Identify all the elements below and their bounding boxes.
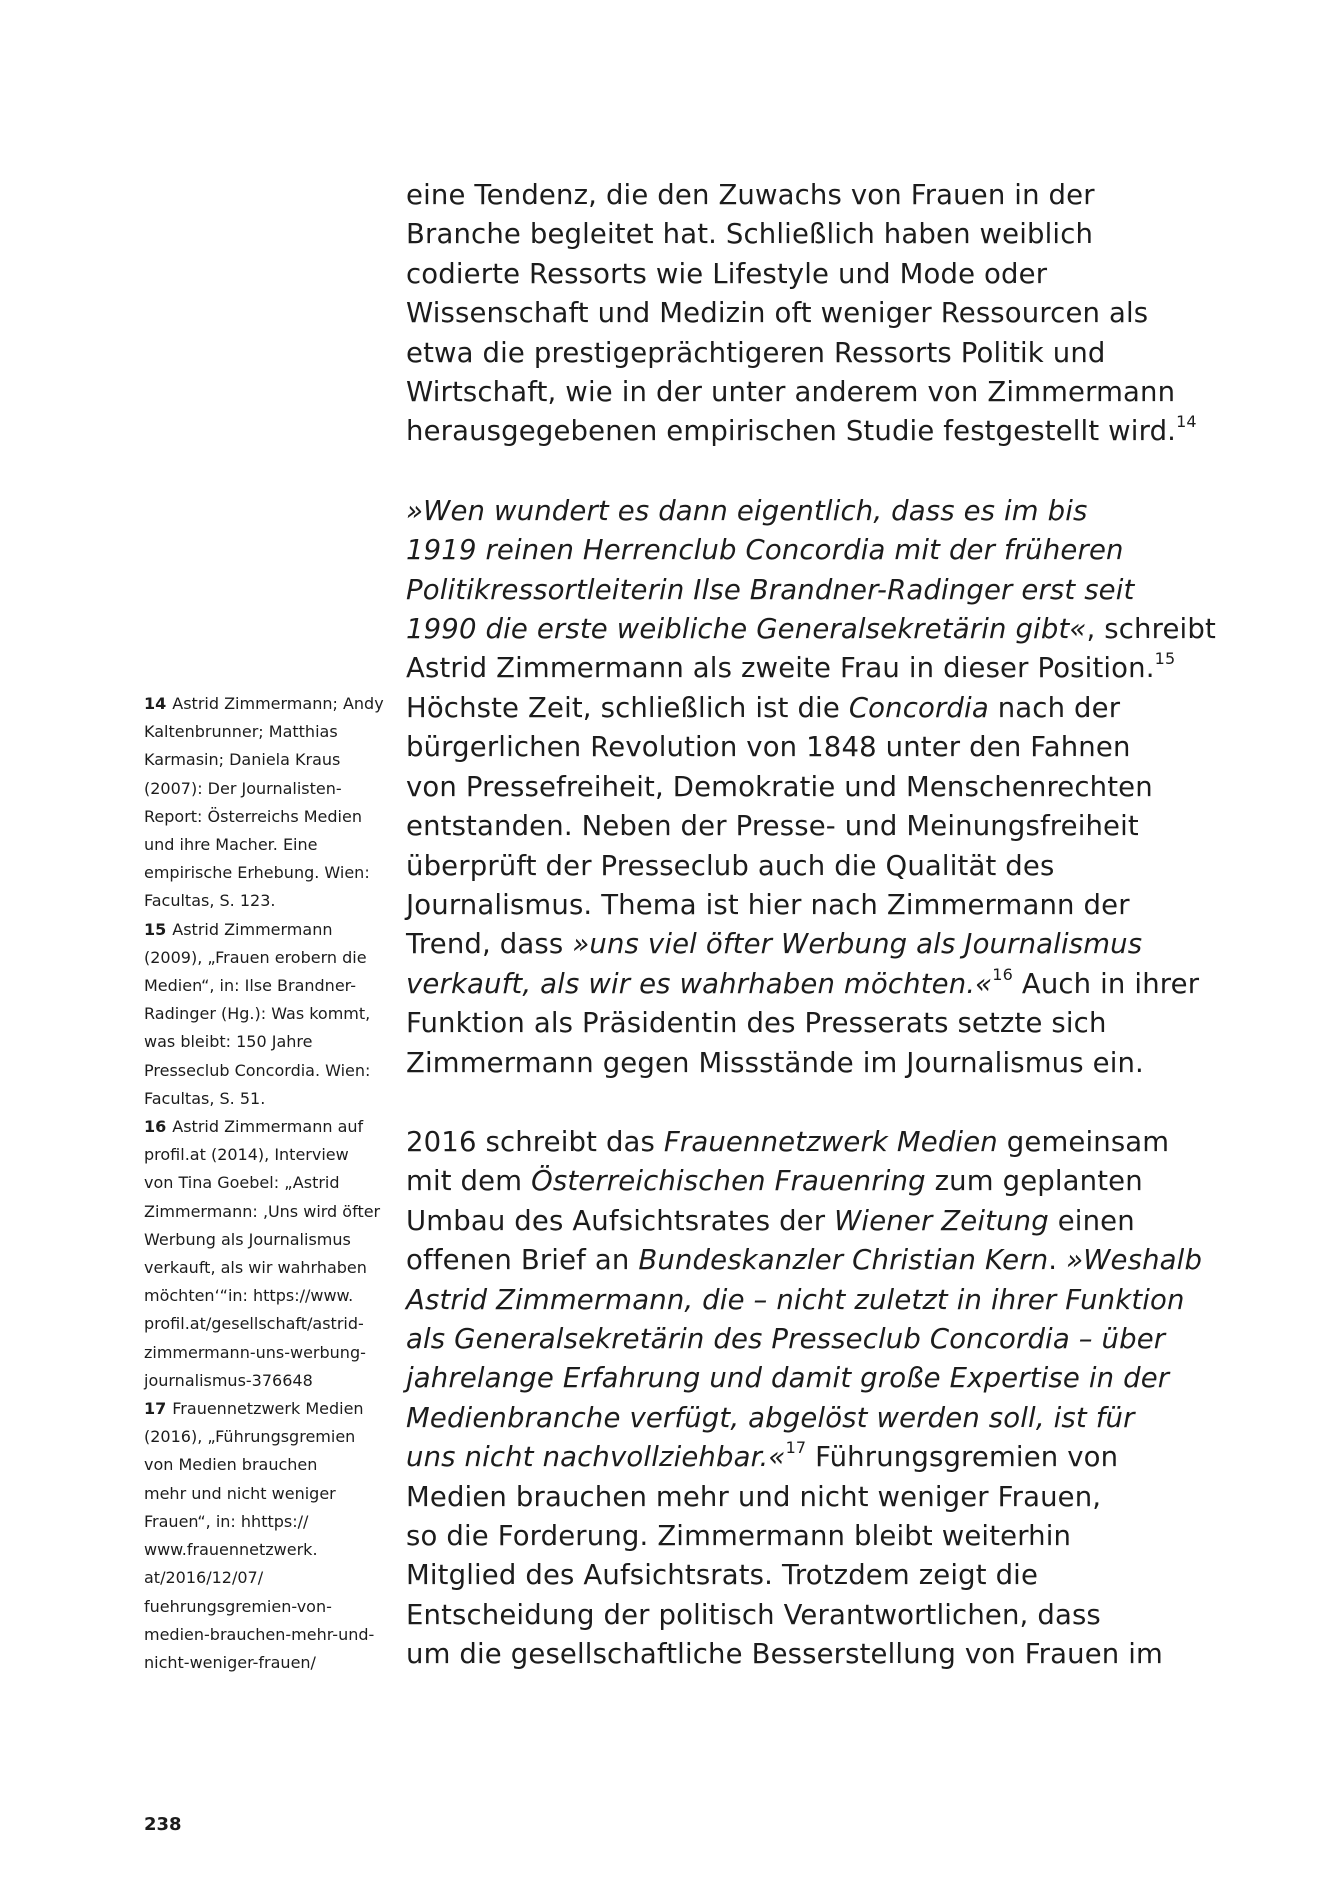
- quote-line: Politikressortleiterin Ilse Brandner-Radinger erst seit: [406, 573, 1135, 606]
- footnote-line: Facultas, S. 51.: [144, 1088, 266, 1108]
- footnote-line: profil.at (2014), Interview: [144, 1145, 349, 1165]
- footnote-line: Karmasin; Daniela Kraus: [144, 750, 341, 770]
- paragraph-1: [406, 176, 1286, 452]
- footnote-15: [144, 916, 384, 1113]
- text-line: [406, 1202, 1286, 1241]
- footnote-ref-16: 16: [992, 964, 1013, 984]
- footnote-number: 17: [144, 1399, 167, 1419]
- text-line: Entscheidung der politisch Verantwortlichen, dass: [406, 1598, 1101, 1631]
- text-line: Wirtschaft, wie in der unter anderem von Zimmermann: [406, 376, 1176, 409]
- text-segment: gemeinsam: [997, 1125, 1170, 1158]
- text-segment: mit dem: [406, 1165, 532, 1198]
- page-number: 238: [144, 1814, 182, 1835]
- footnote-line: Facultas, S. 123.: [144, 891, 276, 911]
- text-line: Funktion als Präsidentin des Presserats setzte sich: [406, 1007, 1107, 1040]
- footnote-line: mehr und nicht weniger: [144, 1483, 336, 1503]
- text-segment: 2016 schreibt das: [406, 1125, 664, 1158]
- emphasis-segment: Concordia: [848, 691, 989, 724]
- footnotes-column: [144, 690, 384, 1677]
- footnote-line: empirische Erhebung. Wien:: [144, 863, 370, 883]
- quote-segment: 1990 die erste weibliche Generalsekretärin gibt«: [406, 613, 1087, 646]
- text-segment: Höchste Zeit, schließlich ist die: [406, 691, 849, 724]
- footnote-line: [144, 1395, 384, 1423]
- footnote-line: at/2016/12/07/: [144, 1568, 264, 1588]
- emphasis-segment: Bundeskanzler Christian Kern: [638, 1244, 1049, 1277]
- footnote-line: medien-brauchen-mehr-und-: [144, 1624, 375, 1644]
- text-segment: nach der: [988, 691, 1121, 724]
- quote-line: Medienbranche verfügt, abgelöst werden soll, ist für: [406, 1401, 1135, 1434]
- footnote-number: 14: [144, 694, 167, 713]
- footnote-text: Astrid Zimmermann auf: [172, 1117, 364, 1137]
- footnote-line: (2009), „Frauen erobern die: [144, 947, 367, 967]
- footnote-line: Frauen“, in: hhttps://: [144, 1511, 309, 1531]
- quote-line: Astrid Zimmermann, die – nicht zuletzt in ihrer Funktion: [406, 1283, 1185, 1316]
- text-segment: Führungsgremien von: [806, 1441, 1119, 1474]
- text-line: [406, 1123, 1286, 1162]
- footnote-text: Astrid Zimmermann; Andy: [172, 694, 384, 713]
- text-line: entstanden. Neben der Presse- und Meinungsfreiheit: [406, 810, 1139, 843]
- emphasis-segment: Frauennetzwerk Medien: [663, 1125, 998, 1158]
- text-line: [406, 412, 1286, 451]
- text-line: von Pressefreiheit, Demokratie und Menschenrechten: [406, 770, 1153, 803]
- footnote-line: Kaltenbrunner; Matthias: [144, 722, 338, 742]
- quote-segment: »uns viel öfter Werbung als Journalismus: [572, 928, 1143, 961]
- text-line: etwa die prestigeprächtigeren Ressorts Politik und: [406, 336, 1106, 369]
- footnote-line: Presseclub Concordia. Wien:: [144, 1060, 371, 1080]
- footnote-line: (2016), „Führungsgremien: [144, 1427, 356, 1447]
- text-segment: einen: [1048, 1204, 1135, 1237]
- footnote-line: Zimmermann: ‚Uns wird öfter: [144, 1201, 381, 1221]
- text-segment: herausgegebenen empirischen Studie festgestellt wird.: [406, 415, 1177, 448]
- footnote-ref-17: 17: [785, 1438, 807, 1458]
- footnote-17: [144, 1395, 384, 1677]
- quote-line: als Generalsekretärin des Presseclub Concordia – über: [406, 1322, 1166, 1355]
- footnote-line: von Tina Goebel: „Astrid: [144, 1173, 340, 1193]
- text-line: Branche begleitet hat. Schließlich haben weiblich: [406, 218, 1094, 251]
- footnote-line: www.frauennetzwerk.: [144, 1540, 318, 1560]
- footnote-number: 16: [144, 1117, 167, 1137]
- footnote-text: Frauennetzwerk Medien: [172, 1399, 364, 1419]
- text-line: [406, 1241, 1286, 1280]
- quote-line: jahrelange Erfahrung und damit große Expertise in der: [406, 1362, 1170, 1395]
- text-line: [406, 610, 1286, 649]
- text-line: Journalismus. Thema ist hier nach Zimmermann der: [406, 888, 1130, 921]
- footnote-ref-15: 15: [1154, 649, 1176, 669]
- text-line: [406, 1438, 1286, 1477]
- quote-line: 1919 reinen Herrenclub Concordia mit der früheren: [406, 534, 1124, 567]
- footnote-16: [144, 1113, 384, 1395]
- emphasis-segment: Wiener Zeitung: [834, 1204, 1049, 1237]
- footnote-line: profil.at/gesellschaft/astrid-: [144, 1314, 364, 1334]
- text-line: [406, 689, 1286, 728]
- text-segment: Auch in ihrer: [1012, 967, 1200, 1000]
- footnote-line: zimmermann-uns-werbung-: [144, 1342, 366, 1362]
- text-line: Zimmermann gegen Missstände im Journalismus ein.: [406, 1046, 1144, 1079]
- text-segment: , schreibt: [1086, 613, 1216, 646]
- main-text: [406, 176, 1286, 1675]
- footnote-ref-14: 14: [1176, 412, 1197, 432]
- footnote-line: [144, 690, 384, 718]
- footnote-line: journalismus-376648: [144, 1370, 313, 1390]
- footnote-line: (2007): Der Journalisten-: [144, 778, 342, 798]
- quote-line: »Wen wundert es dann eigentlich, dass es im bis: [406, 494, 1088, 527]
- text-line: [406, 925, 1286, 964]
- paragraph-2: [406, 492, 1286, 1083]
- footnote-line: und ihre Macher. Eine: [144, 835, 318, 855]
- footnote-line: Report: Österreichs Medien: [144, 806, 362, 826]
- footnote-line: [144, 1113, 384, 1141]
- footnote-line: verkauft, als wir wahrhaben: [144, 1258, 367, 1278]
- text-line: codierte Ressorts wie Lifestyle und Mode oder: [406, 257, 1048, 290]
- text-line: [406, 1162, 1286, 1201]
- text-line: um die gesellschaftliche Besserstellung von Frauen im: [406, 1638, 1163, 1671]
- footnote-line: was bleibt: 150 Jahre: [144, 1032, 313, 1052]
- text-line: eine Tendenz, die den Zuwachs von Frauen in der: [406, 179, 1095, 211]
- text-line: Wissenschaft und Medizin oft weniger Ressourcen als: [406, 297, 1149, 330]
- quote-segment: verkauft, als wir es wahrhaben möchten.«: [406, 967, 993, 1000]
- text-segment: Umbau des Aufsichtsrates der: [406, 1204, 835, 1237]
- footnote-line: fuehrungsgremien-von-: [144, 1596, 332, 1616]
- paragraph-3: [406, 1123, 1286, 1675]
- text-segment: zum geplanten: [925, 1165, 1143, 1198]
- text-segment: Astrid Zimmermann als zweite Frau in dieser Position.: [406, 652, 1155, 685]
- footnote-line: Radinger (Hg.): Was kommt,: [144, 1004, 371, 1024]
- quote-segment: »Weshalb: [1066, 1244, 1203, 1277]
- text-segment: Trend, dass: [406, 928, 573, 961]
- text-line: [406, 649, 1286, 688]
- text-line: Medien brauchen mehr und nicht weniger Frauen,: [406, 1480, 1102, 1513]
- text-line: bürgerlichen Revolution von 1848 unter den Fahnen: [406, 731, 1131, 764]
- quote-segment: uns nicht nachvollziehbar.«: [406, 1441, 786, 1474]
- footnote-line: möchten‘“in: https://www.: [144, 1286, 354, 1306]
- footnote-line: Medien“, in: Ilse Brandner-: [144, 976, 356, 996]
- footnote-line: von Medien brauchen: [144, 1455, 318, 1475]
- text-segment: .: [1048, 1244, 1067, 1277]
- text-line: überprüft der Presseclub auch die Qualität des: [406, 849, 1055, 882]
- footnote-line: nicht-weniger-frauen/: [144, 1652, 316, 1672]
- emphasis-segment: Österreichischen Frauenring: [531, 1165, 926, 1198]
- footnote-line: Werbung als Journalismus: [144, 1229, 351, 1249]
- footnote-line: [144, 916, 384, 944]
- text-line: [406, 965, 1286, 1004]
- text-segment: offenen Brief an: [406, 1244, 639, 1277]
- footnote-text: Astrid Zimmermann: [172, 919, 333, 939]
- text-line: Mitglied des Aufsichtsrats. Trotzdem zeigt die: [406, 1559, 1039, 1592]
- footnote-14: [144, 690, 384, 916]
- footnote-number: 15: [144, 919, 167, 939]
- text-line: so die Forderung. Zimmermann bleibt weiterhin: [406, 1520, 1072, 1552]
